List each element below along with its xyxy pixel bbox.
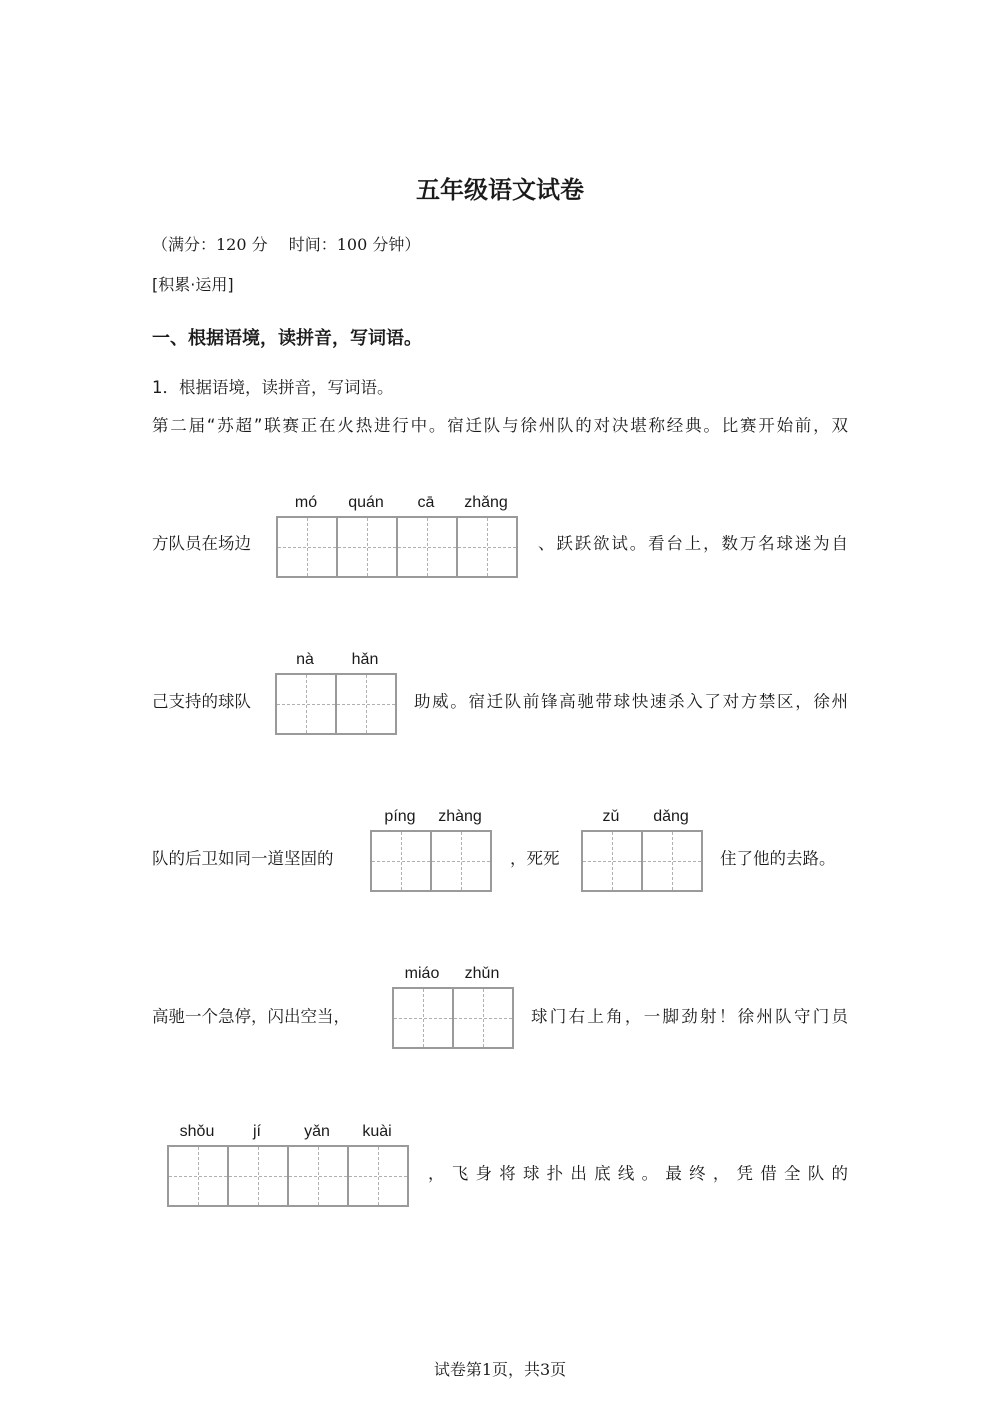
pinyin-grid-ping-zhang xyxy=(370,808,492,892)
answer-cell[interactable] xyxy=(396,516,458,578)
pinyin-grid-mo-quan-ca-zhang xyxy=(276,494,518,578)
section-tag: [积累·运用] xyxy=(152,275,234,294)
answer-cell[interactable] xyxy=(227,1145,289,1207)
pinyin: zhǔn xyxy=(464,965,500,982)
passage-line-1: 第二届“苏超”联赛正在火热进行中。宿迁队与徐州队的对决堪称经典。比赛开始前，双 xyxy=(152,416,848,435)
pinyin: zǔ xyxy=(602,808,620,825)
pinyin: dǎng xyxy=(653,808,689,825)
answer-cell[interactable] xyxy=(287,1145,349,1207)
answer-cell[interactable] xyxy=(275,673,337,735)
answer-cell[interactable] xyxy=(336,516,398,578)
pinyin: shǒu xyxy=(179,1123,215,1140)
passage-line-5b: 球门右上角，一脚劲射！徐州队守门员 xyxy=(531,1007,848,1026)
answer-cell[interactable] xyxy=(581,830,643,892)
answer-cell[interactable] xyxy=(335,673,397,735)
answer-cell[interactable] xyxy=(456,516,518,578)
answer-cell[interactable] xyxy=(452,987,514,1049)
passage-line-4b: ，死死 xyxy=(510,849,560,868)
answer-cell[interactable] xyxy=(167,1145,229,1207)
passage-line-5a: 高驰一个急停，闪出空当， xyxy=(152,1007,350,1026)
page-title: 五年级语文试卷 xyxy=(416,176,584,204)
pinyin: nà xyxy=(296,651,314,668)
pinyin: miáo xyxy=(404,965,440,982)
page-footer: 试卷第1页，共3页 xyxy=(433,1360,567,1379)
pinyin: zhǎng xyxy=(464,494,508,511)
pinyin: píng xyxy=(384,808,416,825)
passage-line-2a: 方队员在场边 xyxy=(152,534,251,553)
passage-line-3b: 助威。宿迁队前锋高驰带球快速杀入了对方禁区，徐州 xyxy=(414,692,848,711)
answer-cell[interactable] xyxy=(276,516,338,578)
passage-line-3a: 己支持的球队 xyxy=(152,692,251,711)
passage-line-4a: 队的后卫如同一道坚固的 xyxy=(152,849,334,868)
answer-cell[interactable] xyxy=(641,830,703,892)
pinyin: kuài xyxy=(362,1123,392,1140)
pinyin: yǎn xyxy=(304,1123,330,1140)
section-heading: 一、根据语境，读拼音，写词语。 xyxy=(152,328,422,349)
pinyin: quán xyxy=(348,494,384,511)
answer-cell[interactable] xyxy=(430,830,492,892)
pinyin: cā xyxy=(417,494,435,511)
pinyin: zhàng xyxy=(438,808,482,825)
answer-cell[interactable] xyxy=(370,830,432,892)
question-title: 1．根据语境，读拼音，写词语。 xyxy=(152,378,394,397)
pinyin: mó xyxy=(294,494,318,511)
pinyin: jí xyxy=(253,1123,261,1140)
pinyin-grid-miao-zhun xyxy=(392,965,514,1049)
passage-line-4c: 住了他的去路。 xyxy=(720,849,836,868)
pinyin-grid-na-han xyxy=(275,651,397,735)
pinyin-grid-zu-dang xyxy=(581,808,703,892)
exam-meta: （满分：120 分 时间：100 分钟） xyxy=(152,235,421,254)
pinyin-grid-shou-ji-yan-kuai xyxy=(167,1123,409,1207)
answer-cell[interactable] xyxy=(347,1145,409,1207)
passage-line-6: ，飞身将球扑出底线。最终，凭借全队的 xyxy=(428,1164,848,1183)
passage-line-2b: 、跃跃欲试。看台上，数万名球迷为自 xyxy=(538,534,848,553)
pinyin: hǎn xyxy=(351,651,379,668)
answer-cell[interactable] xyxy=(392,987,454,1049)
